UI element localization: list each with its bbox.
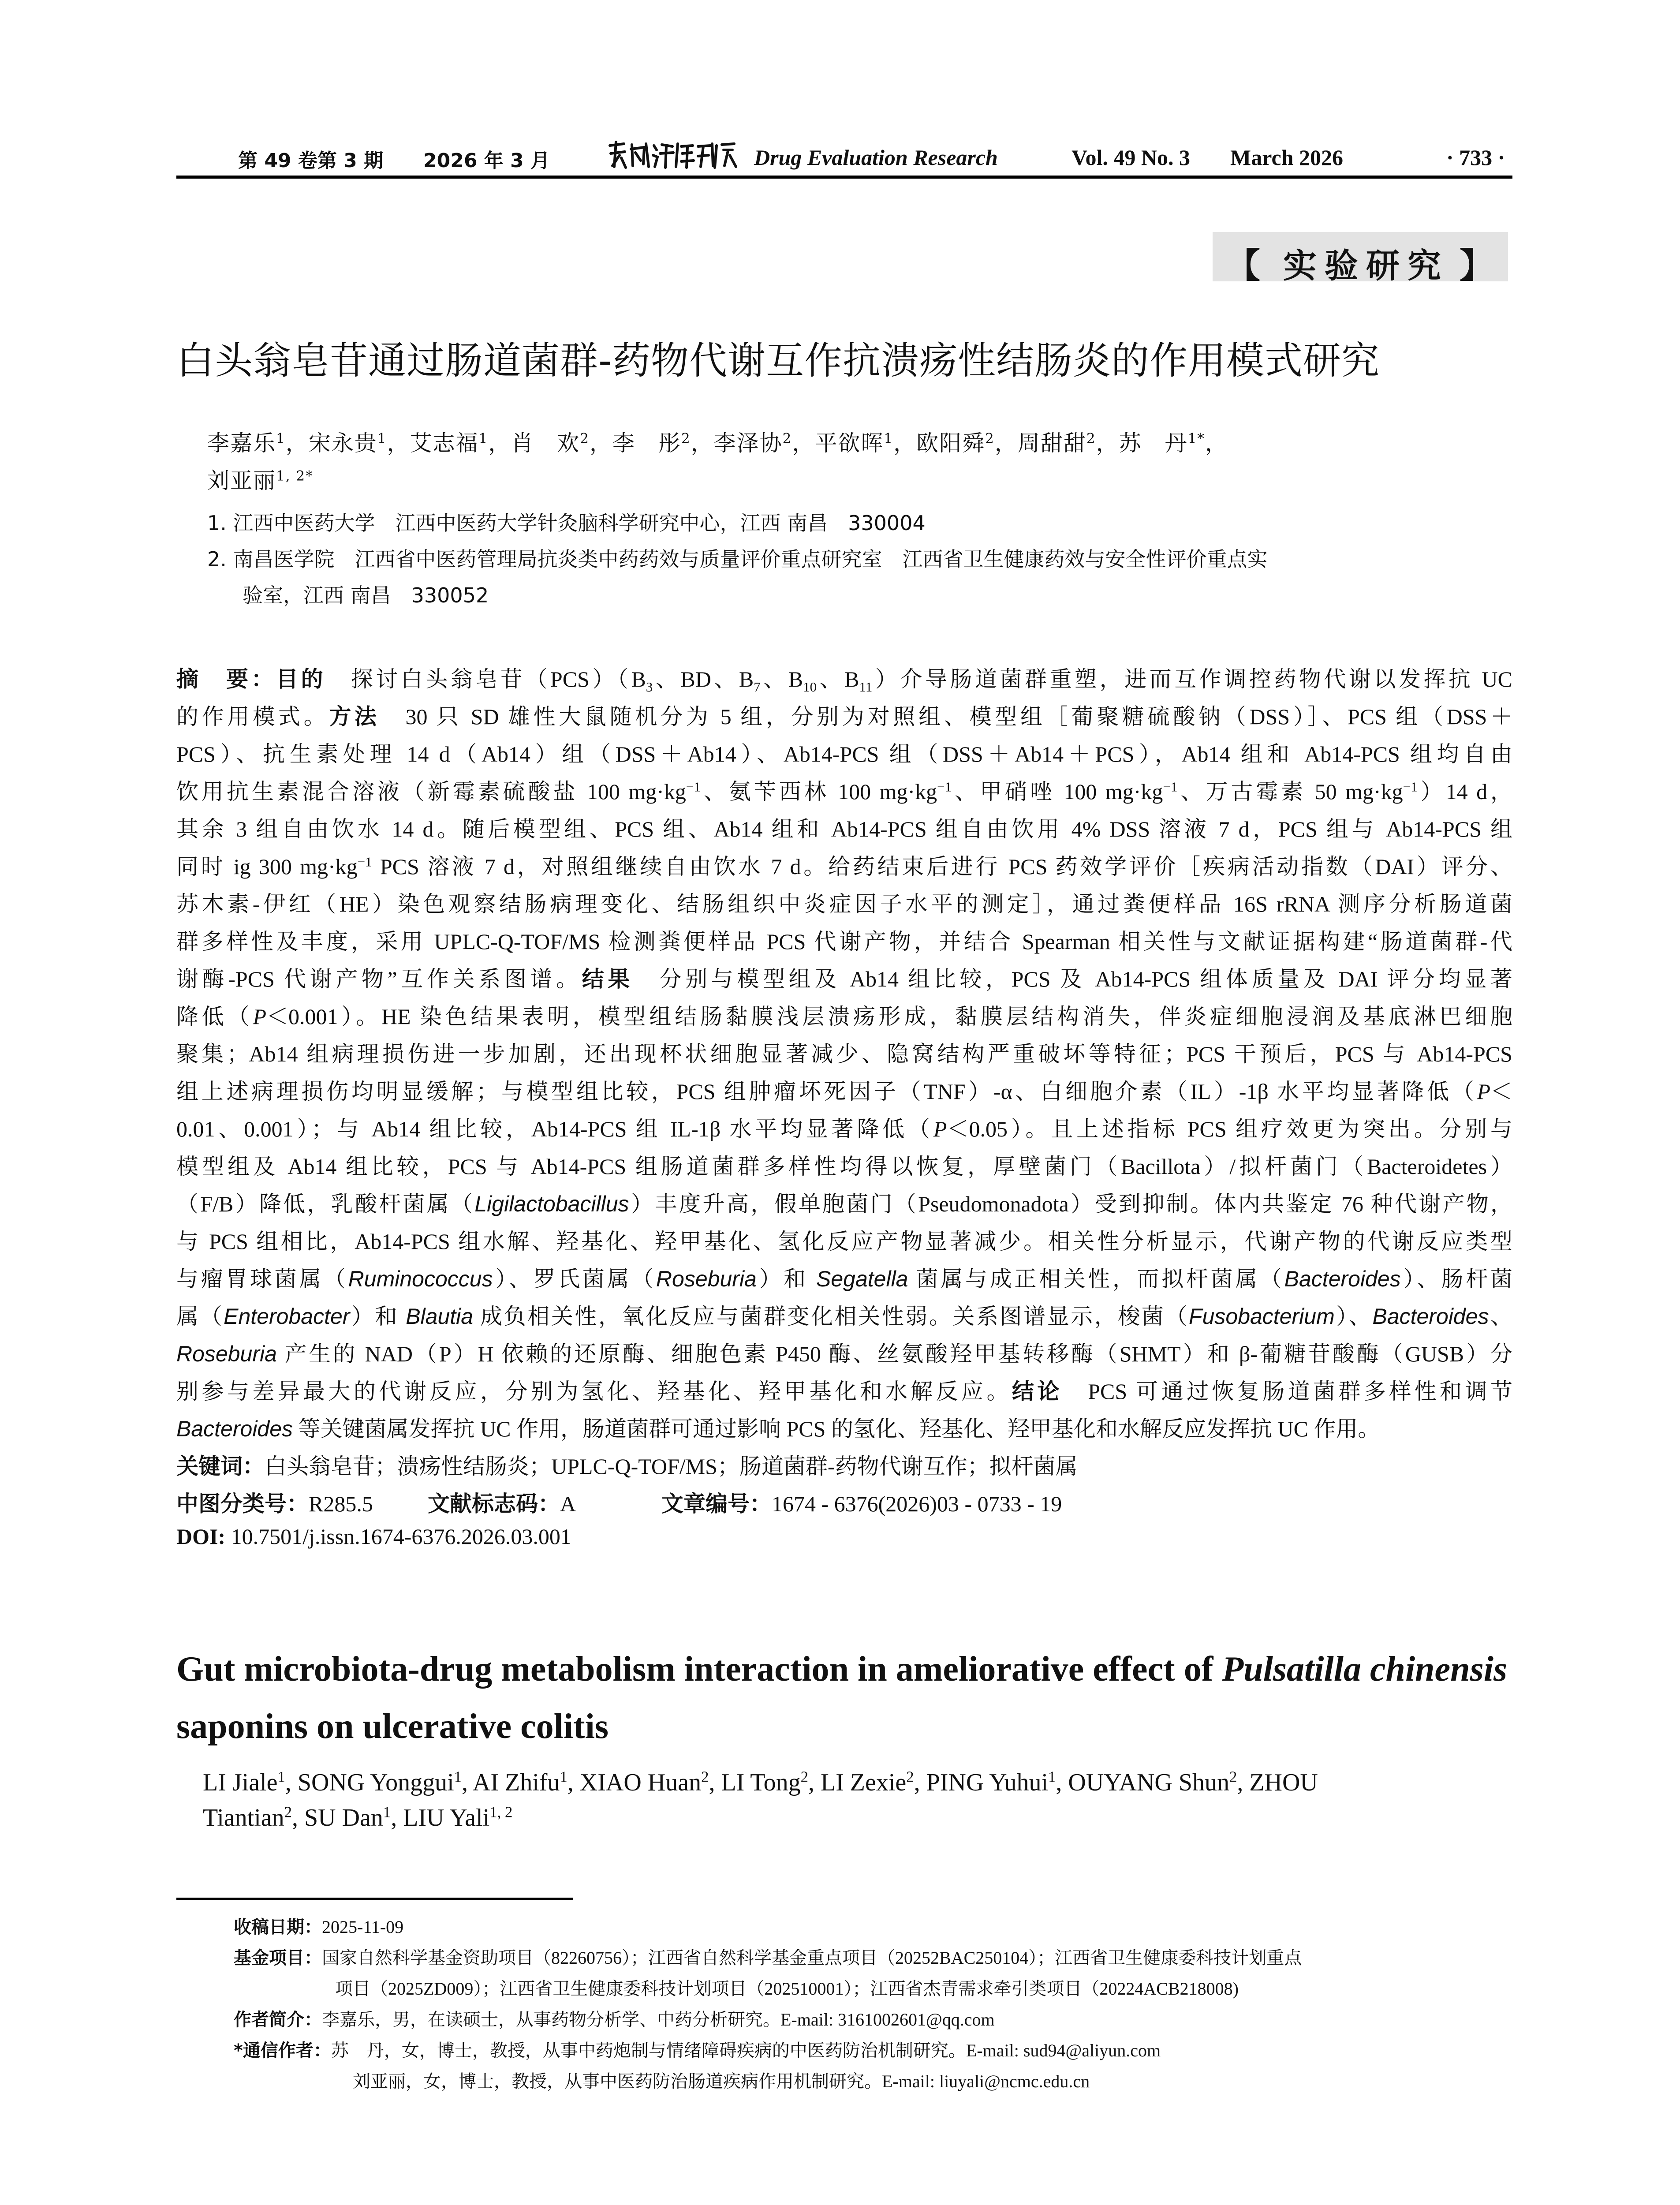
conclusion-label: 结论 <box>1012 1379 1063 1404</box>
keywords-text: 白头翁皂苷；溃疡性结肠炎；UPLC-Q-TOF/MS；肠道菌群-药物代谢互作；拟杆菌属 <box>265 1454 1078 1479</box>
author-affiliation-marker: 1* <box>1187 430 1205 447</box>
affiliation-2: 2. 南昌医学院 江西省中医药管理局抗炎类中药药效与质量评价重点研究室 江西省卫生健康药效与安全性评价重点实 <box>207 547 1268 571</box>
footnote-author-bio: 作者简介：李嘉乐，男，在读硕士，从事药物分析学、中药分析研究。E-mail: 3161002601@qq.com <box>234 2010 995 2030</box>
author-separator: ， <box>1205 430 1228 456</box>
abstract-line: Bacteroides 等关键菌属发挥抗 UC 作用，肠道菌群可通过影响 PCS 的氢化、羟基化、羟甲基化和水解反应发挥抗 UC 作用。 <box>176 1416 1380 1441</box>
author-name: 欧阳舜 <box>916 430 986 456</box>
running-header <box>176 140 1512 172</box>
author-name: LI Zexie <box>820 1769 907 1796</box>
author-name: 周甜甜 <box>1017 430 1086 456</box>
abstract-line: 降低（P＜0.001）。HE 染色结果表明，模型组结肠黏膜浅层溃疡形成，黏膜层结构消失，伴炎症细胞浸润及基底淋巴细胞 <box>176 1004 1512 1029</box>
author-name: SONG Yonggui <box>297 1769 454 1796</box>
footnote-received: 收稿日期：2025-11-09 <box>234 1917 404 1937</box>
footnote-fund: 基金项目：国家自然科学基金资助项目（82260756）；江西省自然科学基金重点项目（20252BAC250104）；江西省卫生健康委科技计划重点 <box>234 1948 1302 1968</box>
clc-label: 中图分类号： <box>176 1491 309 1517</box>
header-rule <box>176 176 1512 179</box>
section-tag-label: 实验研究 <box>1283 246 1449 285</box>
journal-logo <box>606 140 739 171</box>
footnote-corresponding-2: 刘亚丽，女，博士，教授，从事中医药防治肠道疾病作用机制研究。E-mail: liuyali@ncmc.edu.cn <box>353 2071 1090 2091</box>
author-name: XIAO Huan <box>579 1769 702 1796</box>
affiliation-2-cont: 验室，江西 南昌 330052 <box>243 583 489 607</box>
author-name: LIU Yali <box>403 1804 490 1831</box>
header-date-cn: 2026 年 3 月 <box>423 149 550 172</box>
author-name: OUYANG Shun <box>1068 1769 1229 1796</box>
author-affiliation-marker: 1 <box>884 430 894 447</box>
author-separator: ， <box>387 430 410 456</box>
abstract-line: 组上述病理损伤均明显缓解；与模型组比较，PCS 组肿瘤坏死因子（TNF）-α、白细胞介素（IL）-1β 水平均显著降低（P＜ <box>176 1079 1512 1104</box>
author-separator: , <box>709 1769 721 1796</box>
author-name: Tiantian <box>203 1804 284 1831</box>
affiliation-1: 1. 江西中医药大学 江西中医药大学针灸脑科学研究中心，江西 南昌 330004 <box>207 511 926 535</box>
article-no-value: 1674 - 6376(2026)03 - 0733 - 19 <box>772 1491 1062 1516</box>
author-separator: , <box>914 1769 926 1796</box>
author-list-cn-line-2 <box>207 463 314 495</box>
author-affiliation-marker: 2 <box>701 1768 709 1786</box>
classification <box>176 1486 1512 1518</box>
header-page-number: · 733 · <box>1446 145 1505 170</box>
author-name: 李 彤 <box>612 430 681 456</box>
author-separator: , <box>462 1769 473 1796</box>
genus-name: Bacteroides <box>176 1416 293 1441</box>
author-affiliation-marker: 1 <box>383 1803 391 1821</box>
abstract-line: Roseburia 产生的 NAD（P）H 依赖的还原酶、细胞色素 P450 酶、丝氨酸羟甲基转移酶（SHMT）和 β-葡糖苷酸酶（GUSB）分 <box>176 1342 1512 1366</box>
section-tag <box>1213 232 1508 286</box>
author-separator: ， <box>488 430 511 456</box>
author-affiliation-marker: 1 <box>377 430 387 447</box>
author-list-cn-line-1 <box>207 426 1228 457</box>
doi-label: DOI: <box>176 1524 226 1549</box>
genus-name: Roseburia <box>176 1342 277 1366</box>
author-affiliation-marker: 1 <box>454 1768 462 1786</box>
author-affiliation-marker: 1, 2* <box>276 468 314 484</box>
doi-value[interactable]: 10.7501/j.issn.1674-6376.2026.03.001 <box>231 1524 571 1549</box>
author-name: 艾志福 <box>410 430 479 456</box>
author-name: 肖 欢 <box>511 430 580 456</box>
author-name: LI Tong <box>721 1769 801 1796</box>
abstract-label: 摘 要： <box>176 666 276 692</box>
abstract-line: 模型组及 Ab14 组比较，PCS 与 Ab14-PCS 组肠道菌群多样性均得以恢复，厚壁菌门（Bacillota）/拟杆菌门（Bacteroidetes） <box>176 1154 1512 1179</box>
objective-label: 目的 <box>276 666 326 692</box>
abstract-line: 摘 要：目的 探讨白头翁皂苷$(PCS)(B_3$、BD、$B_7$、$B_{10}$、$B_{11}$）介导肠道菌群重塑，进而互作调控药物代谢以发挥抗 UC <box>176 666 1513 695</box>
author-list-en-line-1 <box>203 1768 1318 1797</box>
article-title-en: Gut microbiota-drug metabolism interaction in ameliorative effect of Pulsatilla chinensis saponins on ulcerative colitis <box>176 1650 1508 1746</box>
author-name: LI Jiale <box>203 1769 278 1796</box>
clc-value: R285.5 <box>309 1491 373 1516</box>
genus-name: Enterobacter <box>224 1304 350 1329</box>
article-title-cn: 白头翁皂苷通过肠道菌群-药物代谢互作抗溃疡性结肠炎的作用模式研究 <box>176 339 1380 383</box>
results-label: 结果 <box>582 966 634 992</box>
methods-label: 方法 <box>329 704 380 729</box>
author-affiliation-marker: 2 <box>1229 1768 1237 1786</box>
author-name: ZHOU <box>1249 1769 1318 1796</box>
author-name: 刘亚丽 <box>207 468 276 493</box>
section-tag-close-bracket: 】 <box>1460 246 1494 286</box>
genus-name: Ruminococcus <box>348 1267 493 1291</box>
journal-logo-calligraphy-icon <box>606 140 739 171</box>
genus-name: Blautia <box>406 1304 474 1329</box>
abstract-line: 苏木素-伊红（HE）染色观察结肠病理变化、结肠组织中炎症因子水平的测定］，通过粪便样品 16S rRNA 测序分析肠道菌 <box>176 892 1512 916</box>
author-name: PING Yuhui <box>926 1769 1049 1796</box>
author-separator: , <box>567 1769 580 1796</box>
footnote-corresponding: *通信作者：苏 丹，女，博士，教授，从事中药炮制与情绪障碍疾病的中医药防治机制研究。E-mail: sud94@aliyun.com <box>234 2041 1161 2061</box>
abstract-line: 群多样性及丰度，采用 UPLC-Q-TOF/MS 检测粪便样品 PCS 代谢产物，并结合 Spearman 相关性与文献证据构建“肠道菌群-代 <box>176 929 1512 954</box>
doi <box>176 1524 571 1549</box>
author-affiliation-marker: 1 <box>276 430 286 447</box>
author-name: 李泽协 <box>713 430 783 456</box>
abstract-line: 饮用抗生素混合溶液（新霉素硫酸盐 100 $mg\cdot kg^{-1}$、氨苄西林 100 $mg\cdot kg^{-1}$、甲硝唑 100 $mg\cdot kg^{-1}$、万古霉素 50 $mg\cdot kg^{-1})14$ d， <box>176 779 1513 804</box>
abstract-line: （F/B）降低，乳酸杆菌属（Ligilactobacillus）丰度升高，假单胞菌门（Pseudomonadota）受到抑制。体内共鉴定 76 种代谢产物， <box>176 1192 1512 1216</box>
author-list-en-line-2 <box>203 1804 512 1832</box>
header-volume-cn: 第 49 卷第 3 期 <box>238 149 384 172</box>
author-separator: , <box>391 1804 403 1831</box>
genus-name: Roseburia <box>656 1267 757 1291</box>
genus-name: Fusobacterium <box>1189 1304 1335 1329</box>
abstract-line: 与瘤胃球菌属（Ruminococcus）、罗氏菌属（Roseburia）和 Segatella 菌属与成正相关性，而拟杆菌属（Bacteroides）、肠杆菌 <box>176 1267 1513 1291</box>
abstract-line: 其余 3 组自由饮水 14 d。随后模型组、PCS 组、Ab14 组和 Ab14-PCS 组自由饮用 4% DSS 溶液 7 d，PCS 组与 Ab14-PCS 组 <box>176 817 1512 841</box>
footnote-fund-cont: 项目（2025ZD009）；江西省卫生健康委科技计划项目（202510001）；江西省杰青需求牵引类项目（20224ACB218008) <box>335 1979 1239 1999</box>
author-separator: , <box>1056 1769 1068 1796</box>
author-separator: , <box>1237 1769 1250 1796</box>
footnote-rule <box>176 1898 573 1900</box>
header-journal-en: Drug Evaluation Research <box>754 145 998 170</box>
author-separator: ， <box>285 430 309 456</box>
author-separator: , <box>285 1769 298 1796</box>
author-affiliation-marker: 1 <box>1048 1768 1056 1786</box>
abstract-line: 0.01、0.001）；与 Ab14 组比较，Ab14-PCS 组 IL-1β 水平均显著降低（P＜0.05）。且上述指标 PCS 组疗效更为突出。分别与 <box>176 1117 1512 1141</box>
header-date-en: March 2026 <box>1230 145 1343 170</box>
author-name: 平欲晖 <box>815 430 884 456</box>
author-affiliation-marker: 2 <box>681 430 691 447</box>
author-name: 宋永贵 <box>308 430 377 456</box>
article-no-label: 文章编号： <box>661 1491 772 1517</box>
abstract-line: PCS）、抗生素处理 14 d（Ab14）组（DSS＋Ab14）、Ab14-PCS 组（DSS＋Ab14＋PCS），Ab14 组和 Ab14-PCS 组均自由 <box>176 742 1512 766</box>
author-affiliation-marker: 1, 2 <box>489 1803 513 1821</box>
author-affiliation-marker: 1 <box>277 1768 285 1786</box>
author-affiliation-marker: 2 <box>800 1768 808 1786</box>
abstract-line: 与 PCS 组相比，Ab14-PCS 组水解、羟基化、羟甲基化、氢化反应产物显著减少。相关性分析显示，代谢产物的代谢反应类型 <box>176 1229 1512 1254</box>
abstract-line: 聚集；Ab14 组病理损伤进一步加剧，还出现杯状细胞显著减少、隐窝结构严重破坏等特征；PCS 干预后，PCS 与 Ab14-PCS <box>176 1042 1512 1066</box>
abstract-line: 同时 ig 300 $mg\cdot kg^{-1}$ PCS 溶液 7 d，对照组继续自由饮水 7 d。给药结束后进行 PCS 药效学评价［疾病活动指数（DAI）评分、 <box>176 854 1513 879</box>
author-separator: , <box>291 1804 304 1831</box>
abstract-line: 的作用模式。方法 30 只 SD 雄性大鼠随机分为 5 组，分别为对照组、模型组［葡聚糖硫酸钠（DSS）］、PCS 组（DSS＋ <box>176 704 1513 729</box>
author-separator: ， <box>589 430 612 456</box>
header-volume-en: Vol. 49 No. 3 <box>1071 145 1191 170</box>
author-affiliation-marker: 2 <box>284 1803 292 1821</box>
author-name: 苏 丹 <box>1119 430 1188 456</box>
keywords <box>176 1449 1078 1480</box>
author-affiliation-marker: 1 <box>478 430 489 447</box>
genus-name: Bacteroides <box>1284 1267 1401 1291</box>
author-separator: ， <box>994 430 1018 456</box>
author-affiliation-marker: 2 <box>906 1768 914 1786</box>
author-separator: ， <box>893 430 917 456</box>
author-separator: ， <box>792 430 815 456</box>
abstract-line: 属（Enterobacter）和 Blautia 成负相关性，氧化反应与菌群变化相关性弱。关系图谱显示，梭菌（Fusobacterium）、Bacteroides、 <box>176 1304 1513 1329</box>
author-separator: , <box>808 1769 821 1796</box>
author-affiliation-marker: 2 <box>580 430 590 447</box>
keywords-label: 关键词： <box>176 1454 265 1479</box>
author-affiliation-marker: 1 <box>560 1768 567 1786</box>
genus-name: Segatella <box>816 1267 908 1291</box>
section-tag-open-bracket: 【 <box>1226 246 1261 286</box>
doc-code-label: 文献标志码： <box>428 1491 560 1517</box>
author-separator: ， <box>691 430 714 456</box>
author-name: SU Dan <box>304 1804 383 1831</box>
author-affiliation-marker: 2 <box>782 430 792 447</box>
author-name: AI Zhifu <box>472 1769 560 1796</box>
abstract-line: 别参与差异最大的代谢反应，分别为氢化、羟基化、羟甲基化和水解反应。结论 PCS 可通过恢复肠道菌群多样性和调节 <box>176 1379 1513 1404</box>
doc-code-value: A <box>560 1491 576 1516</box>
author-affiliation-marker: 2 <box>1086 430 1096 447</box>
genus-name: Ligilactobacillus <box>474 1192 629 1216</box>
author-affiliation-marker: 2 <box>985 430 995 447</box>
author-separator: ， <box>1096 430 1119 456</box>
genus-name: Bacteroides <box>1372 1304 1489 1329</box>
abstract-line: 谢酶-PCS 代谢产物”互作关系图谱。结果 分别与模型组及 Ab14 组比较，PCS 及 Ab14-PCS 组体质量及 DAI 评分均显著 <box>176 966 1513 992</box>
author-name: 李嘉乐 <box>207 430 276 456</box>
